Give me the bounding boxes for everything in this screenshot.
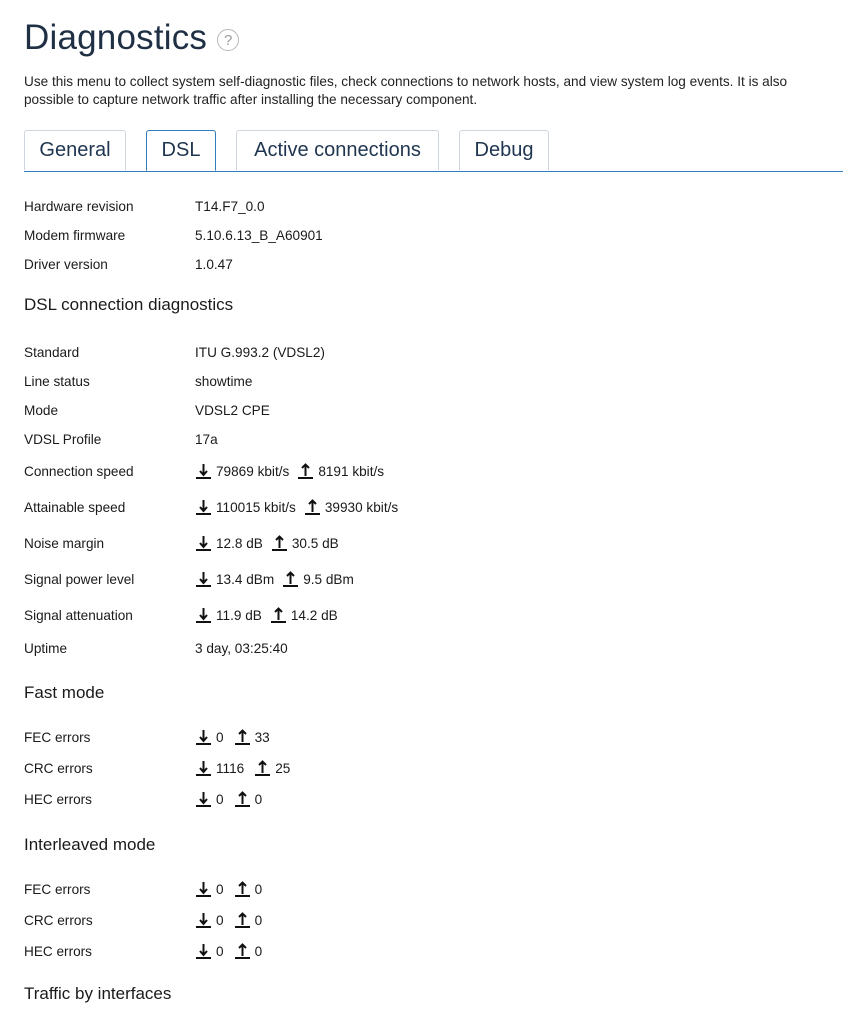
tab-dsl[interactable]: DSL	[146, 130, 216, 171]
arrow-down-icon	[195, 943, 212, 959]
error-label: FEC errors	[24, 881, 91, 897]
tab-general[interactable]: General	[24, 130, 126, 170]
info-row-hardware	[24, 196, 265, 216]
downstream-value: 110015 kbit/s	[216, 499, 296, 515]
info-label: Hardware revision	[24, 198, 134, 214]
dsl-value: 3 day, 03:25:40	[195, 640, 288, 656]
upstream-value: 8191 kbit/s	[318, 463, 385, 479]
tab-debug[interactable]: Debug	[459, 130, 549, 170]
arrow-down-icon	[195, 499, 212, 515]
arrow-up-icon	[297, 463, 314, 479]
tab-bar	[24, 130, 843, 172]
dsl-label: Signal power level	[24, 571, 135, 587]
arrow-up-icon	[271, 535, 288, 551]
section-title-traffic: Traffic by interfaces	[24, 984, 172, 1003]
dsl-row-attainable-speed	[24, 497, 398, 517]
downstream-value: 11.9 dB	[216, 607, 262, 623]
upstream-value: 30.5 dB	[291, 535, 339, 551]
tab-active-connections[interactable]: Active connections	[236, 130, 439, 170]
downstream-value: 79869 kbit/s	[216, 463, 290, 479]
upstream-value: 0	[254, 791, 263, 807]
dsl-row-signal-power	[24, 569, 354, 589]
arrow-up-icon	[254, 760, 271, 776]
error-label: CRC errors	[24, 912, 93, 928]
dsl-label: Signal attenuation	[24, 607, 133, 623]
info-label: Driver version	[24, 256, 108, 272]
dsl-value: showtime	[195, 373, 253, 389]
page-description: Use this menu to collect system self-diagnostic files, check connections to network hosts, and view system log events. It is also possible to capture network traffic after installing the necessary component.	[24, 74, 788, 107]
info-value: 5.10.6.13_B_A60901	[195, 227, 323, 243]
downstream-value: 1116	[216, 760, 245, 776]
upstream-value: 33	[254, 729, 270, 745]
error-label: HEC errors	[24, 791, 92, 807]
arrow-up-icon	[234, 943, 251, 959]
downstream-value: 12.8 dB	[216, 535, 263, 551]
arrow-down-icon	[195, 571, 212, 587]
page-header	[24, 18, 239, 58]
downstream-value: 0	[216, 881, 224, 897]
fast-row-hec	[24, 789, 262, 809]
upstream-value: 39930 kbit/s	[324, 499, 399, 515]
interleaved-row-hec	[24, 941, 262, 961]
dsl-label: Line status	[24, 373, 90, 389]
fast-row-crc	[24, 758, 290, 778]
upstream-value: 25	[275, 760, 291, 776]
arrow-up-icon	[282, 571, 299, 587]
dsl-label: Attainable speed	[24, 499, 126, 515]
dsl-label: Mode	[24, 402, 59, 418]
section-title-fast-mode: Fast mode	[24, 683, 105, 702]
arrow-down-icon	[195, 729, 212, 745]
arrow-up-icon	[270, 607, 287, 623]
arrow-down-icon	[195, 791, 212, 807]
section-title-dsl: DSL connection diagnostics	[24, 295, 234, 314]
dsl-row-signal-attenuation	[24, 605, 338, 625]
dsl-row-noise-margin	[24, 533, 339, 553]
arrow-down-icon	[195, 912, 212, 928]
dsl-value: ITU G.993.2 (VDSL2)	[195, 344, 325, 360]
interleaved-row-crc	[24, 910, 262, 930]
error-label: CRC errors	[24, 760, 93, 776]
error-label: FEC errors	[24, 729, 91, 745]
dsl-label: VDSL Profile	[24, 431, 102, 447]
upstream-value: 9.5 dBm	[303, 571, 354, 587]
dsl-row-uptime	[24, 638, 288, 658]
arrow-down-icon	[195, 463, 212, 479]
downstream-value: 13.4 dBm	[216, 571, 275, 587]
downstream-value: 0	[216, 729, 224, 745]
upstream-value: 14.2 dB	[290, 607, 338, 623]
help-icon[interactable]: ?	[217, 29, 239, 51]
upstream-value: 0	[254, 912, 263, 928]
arrow-down-icon	[195, 535, 212, 551]
page-title: Diagnostics	[24, 18, 208, 57]
error-label: HEC errors	[24, 943, 92, 959]
arrow-up-icon	[304, 499, 321, 515]
upstream-value: 0	[254, 881, 263, 897]
info-value: T14.F7_0.0	[195, 198, 265, 214]
dsl-value: 17a	[195, 431, 218, 447]
arrow-up-icon	[234, 791, 251, 807]
dsl-row-standard	[24, 342, 325, 362]
info-row-driver	[24, 254, 233, 274]
downstream-value: 0	[216, 912, 224, 928]
dsl-row-profile	[24, 429, 218, 449]
info-row-firmware	[24, 225, 323, 245]
dsl-label: Uptime	[24, 640, 68, 656]
dsl-row-connection-speed	[24, 461, 384, 481]
dsl-label: Noise margin	[24, 535, 105, 551]
info-value: 1.0.47	[195, 256, 233, 272]
downstream-value: 0	[216, 791, 224, 807]
arrow-down-icon	[195, 760, 212, 776]
arrow-down-icon	[195, 881, 212, 897]
dsl-row-line-status	[24, 371, 252, 391]
dsl-value: VDSL2 CPE	[195, 402, 270, 418]
downstream-value: 0	[216, 943, 224, 959]
arrow-up-icon	[234, 729, 251, 745]
fast-row-fec	[24, 727, 270, 747]
dsl-row-mode	[24, 400, 270, 420]
dsl-label: Standard	[24, 344, 80, 360]
upstream-value: 0	[254, 943, 263, 959]
interleaved-row-fec	[24, 879, 262, 899]
info-label: Modem firmware	[24, 227, 126, 243]
arrow-down-icon	[195, 607, 212, 623]
dsl-label: Connection speed	[24, 463, 134, 479]
arrow-up-icon	[234, 881, 251, 897]
arrow-up-icon	[234, 912, 251, 928]
section-title-interleaved-mode: Interleaved mode	[24, 835, 156, 854]
